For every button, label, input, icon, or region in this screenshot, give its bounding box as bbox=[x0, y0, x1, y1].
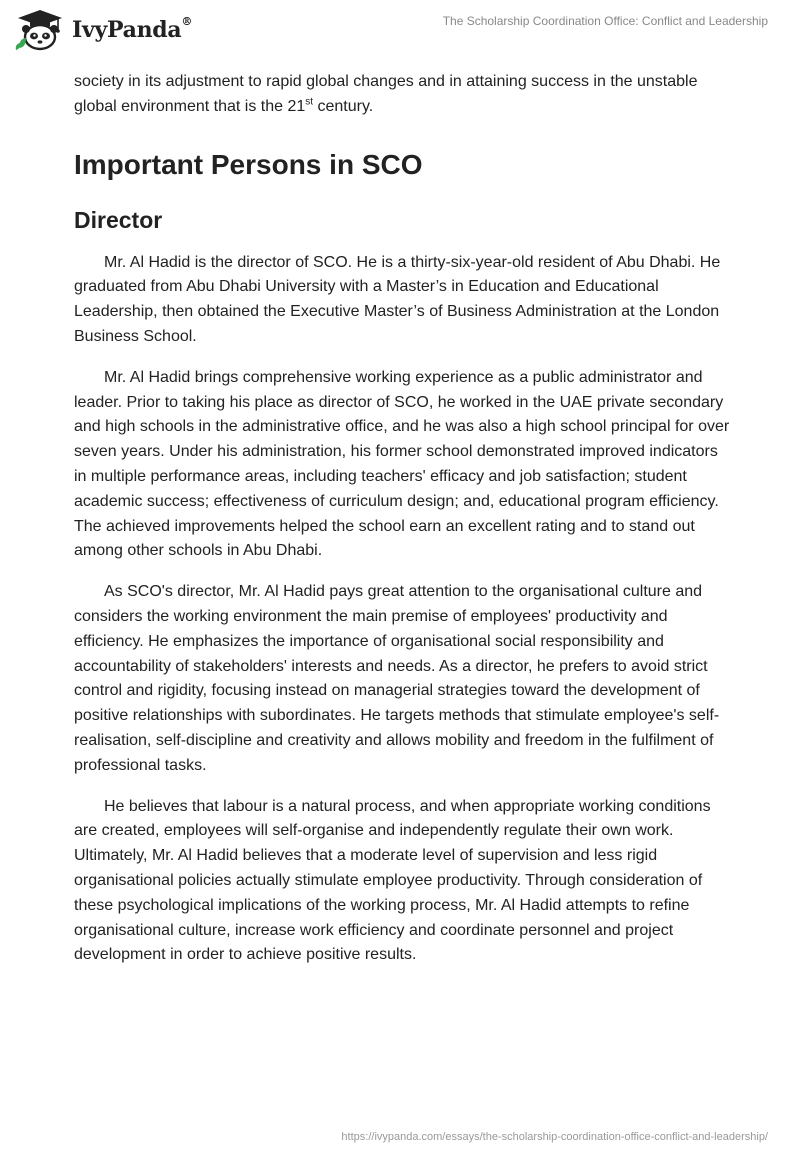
section-heading: Important Persons in SCO bbox=[74, 148, 423, 180]
essay-body bbox=[74, 70, 734, 984]
brand-name: IvyPanda® bbox=[72, 15, 193, 43]
subsection-heading: Director bbox=[74, 206, 163, 233]
document-title: The Scholarship Coordination Office: Conflict and Leadership bbox=[442, 14, 768, 28]
brand-logo[interactable] bbox=[14, 8, 192, 52]
body-paragraph: He believes that labour is a natural process, and when appropriate working conditions are created, employees will self-organise and independently regulate their own work. Ultimately, Mr. Al Hadid believes that a moderate level of supervision and less rigid organisational policies actually stimulate employee productivity. Through consideration of these psychological implications of the working process, Mr. Al Hadid attempts to refine organisational culture, increase work efficiency and coordinate personnel and project development in order to achieve positive results. bbox=[74, 797, 711, 964]
page-header bbox=[0, 0, 800, 64]
body-paragraph: As SCO's director, Mr. Al Hadid pays great attention to the organisational culture and considers the working environment the main premise of employees' productivity and efficiency. He emphasizes the importance of organisational social responsibility and accountability of stakeholders' interests and needs. As a director, he prefers to avoid strict control and rigidity, focusing instead on managerial strategies toward the development of positive relationships with subordinates. He targets methods that stimulate employee's self-realisation, self-discipline and creativity and allows mobility and freedom in the fulfilment of professional tasks. bbox=[74, 583, 720, 774]
intro-paragraph: society in its adjustment to rapid global changes and in attaining success in the unstable global environment that is the 21st century. bbox=[74, 73, 698, 115]
body-paragraph: Mr. Al Hadid is the director of SCO. He is a thirty-six-year-old resident of Abu Dhabi. He graduated from Abu Dhabi University with a Master’s in Education and Educational Leadership, then obtained the Executive Master’s of Business Administration at the London Business School. bbox=[74, 253, 721, 345]
source-url[interactable]: https://ivypanda.com/essays/the-scholarship-coordination-office-conflict-and-leadership/ bbox=[341, 1131, 768, 1143]
panda-graduate-icon bbox=[14, 8, 66, 52]
body-paragraph: Mr. Al Hadid brings comprehensive working experience as a public administrator and leader. Prior to taking his place as director of SCO, he worked in the UAE private secondary and high schools in the administrative office, and he was also a high school principal for over seven years. Under his administration, his former school demonstrated improved indicators in multiple performance areas, including teachers' efficacy and job satisfaction; student academic success; effectiveness of curriculum design; and, educational program efficiency. The achieved improvements helped the school earn an excellent rating and to stand out among other schools in Abu Dhabi. bbox=[74, 368, 730, 560]
